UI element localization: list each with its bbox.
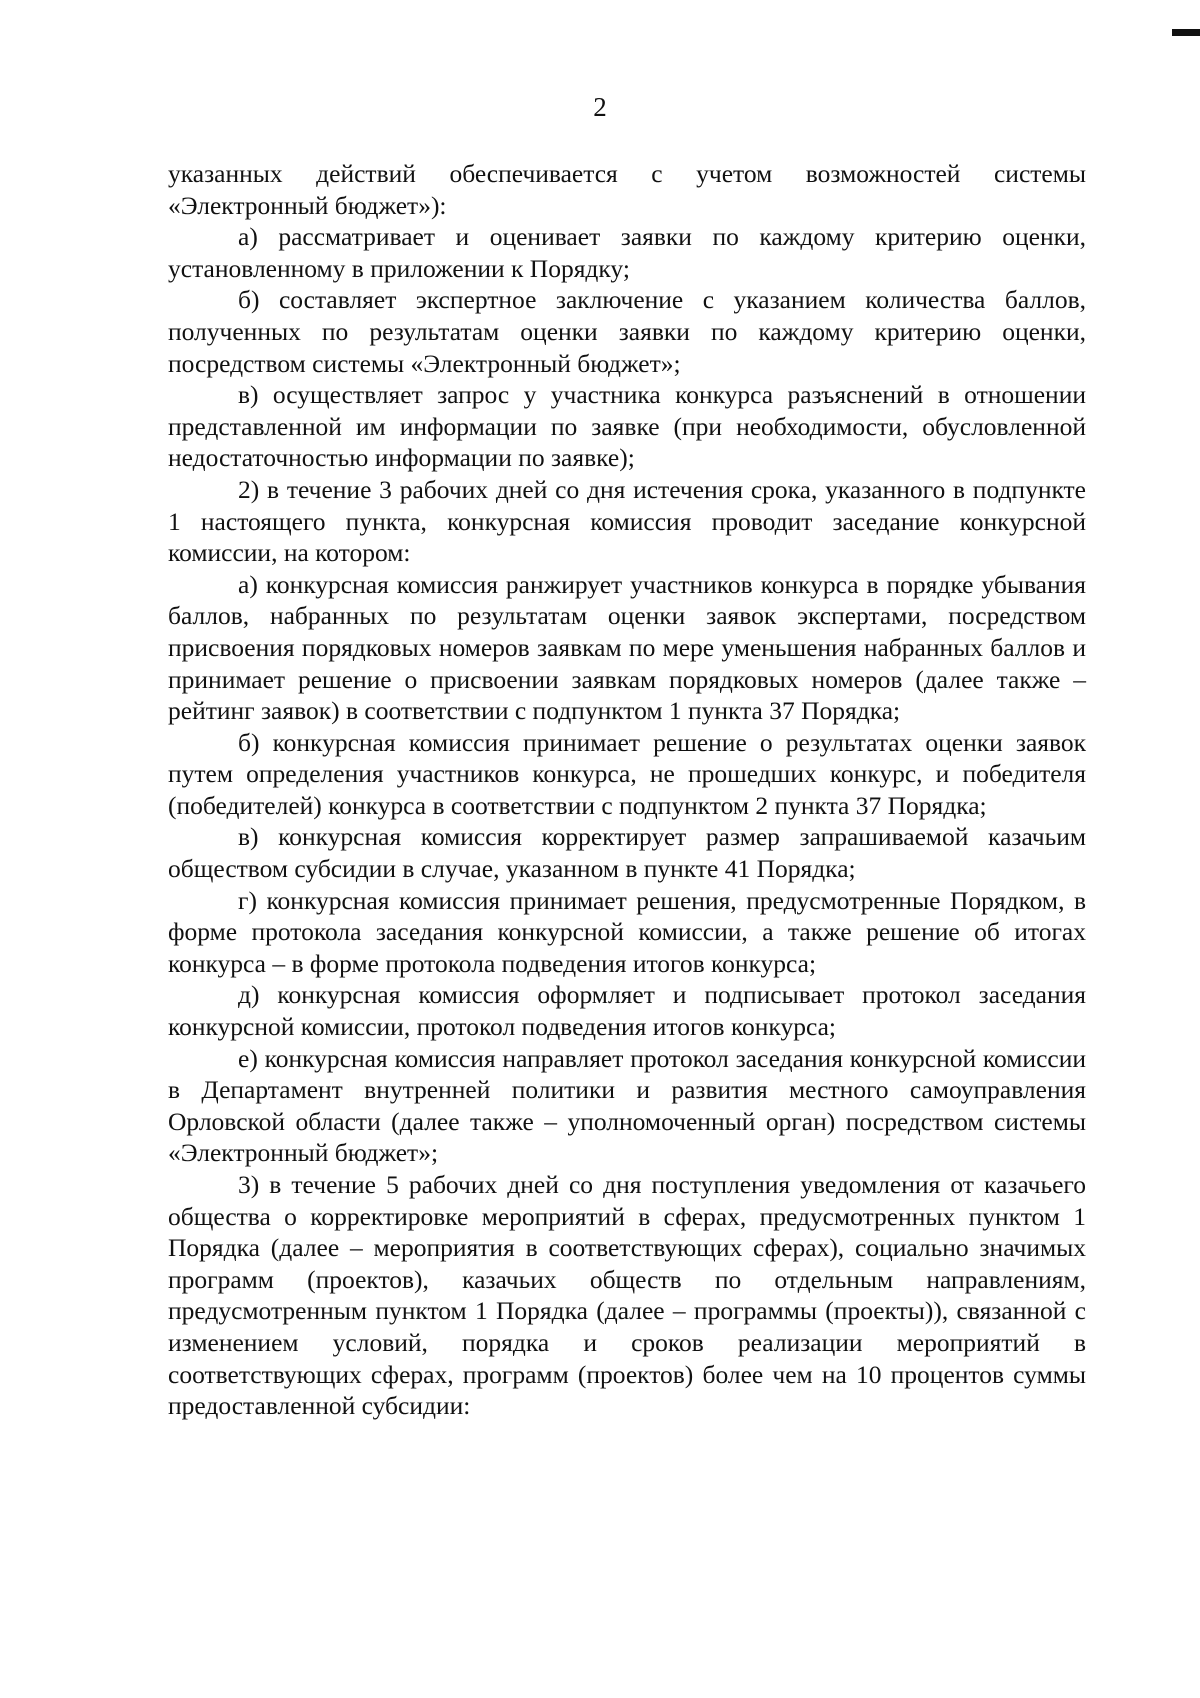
document-body (168, 158, 1086, 1422)
paragraph-1b: б) составляет экспертное заключение с указанием количества баллов, полученных по результатам оценки заявки по каждому критерию оценки, посредством системы «Электронный бюджет»; (168, 285, 1086, 378)
paragraph-1v: в) осуществляет запрос у участника конкурса разъяснений в отношении представленной им информации по заявке (при необходимости, обусловленной недостаточностью информации по заявке); (168, 380, 1086, 473)
paragraph-3: 3) в течение 5 рабочих дней со дня поступления уведомления от казачьего общества о корректировке мероприятий в сферах, предусмотренных пунктом 1 Порядка (далее – мероприятия в соответствующих сферах), социально значимых программ (проектов), казачьих обществ по отдельным направлениям, предусмотренным пунктом 1 Порядка (далее – программы (проекты)), связанной с изменением условий, порядка и сроков реализации мероприятий в соответствующих сферах, программ (проектов) более чем на 10 процентов суммы предоставленной субсидии: (168, 1170, 1086, 1421)
paragraph-2a: а) конкурсная комиссия ранжирует участников конкурса в порядке убывания баллов, набранных по результатам оценки заявок экспертами, посредством присвоения порядковых номеров заявкам по мере уменьшения набранных баллов и принимает решение о присвоении заявкам порядковых номеров (далее также – рейтинг заявок) в соответствии с подпунктом 1 пункта 37 Порядка; (168, 569, 1086, 726)
paragraph-2e: е) конкурсная комиссия направляет протокол заседания конкурсной комиссии в Департамент внутренней политики и развития местного самоуправления Орловской области (далее также – уполномоченный орган) посредством системы «Электронный бюджет»; (168, 1043, 1086, 1168)
page-number: 2 (593, 92, 607, 122)
paragraph-2v: в) конкурсная комиссия корректирует размер запрашиваемой казачьим обществом субсидии в случае, указанном в пункте 41 Порядка; (168, 822, 1086, 884)
paragraph-2d: д) конкурсная комиссия оформляет и подписывает протокол заседания конкурсной комиссии, протокол подведения итогов конкурса; (168, 980, 1086, 1042)
scan-edge-mark (1172, 29, 1200, 36)
paragraph-2: 2) в течение 3 рабочих дней со дня истечения срока, указанного в подпункте 1 настоящего пункта, конкурсная комиссия проводит заседание конкурсной комиссии, на котором: (168, 474, 1086, 568)
paragraph-2b: б) конкурсная комиссия принимает решение о результатах оценки заявок путем определения участников конкурса, не прошедших конкурс, и победителя (победителей) конкурса в соответствии с подпунктом 2 пункта 37 Порядка; (168, 727, 1086, 820)
paragraph-2g: г) конкурсная комиссия принимает решения, предусмотренные Порядком, в форме протокола заседания конкурсной комиссии, а также решение об итогах конкурса – в форме протокола подведения итогов конкурса; (168, 885, 1086, 978)
paragraph-1a: а) рассматривает и оценивает заявки по каждому критерию оценки, установленному в приложении к Порядку; (168, 222, 1086, 283)
paragraph-continuation: указанных действий обеспечивается с учетом возможностей системы «Электронный бюджет»): (168, 159, 1086, 220)
